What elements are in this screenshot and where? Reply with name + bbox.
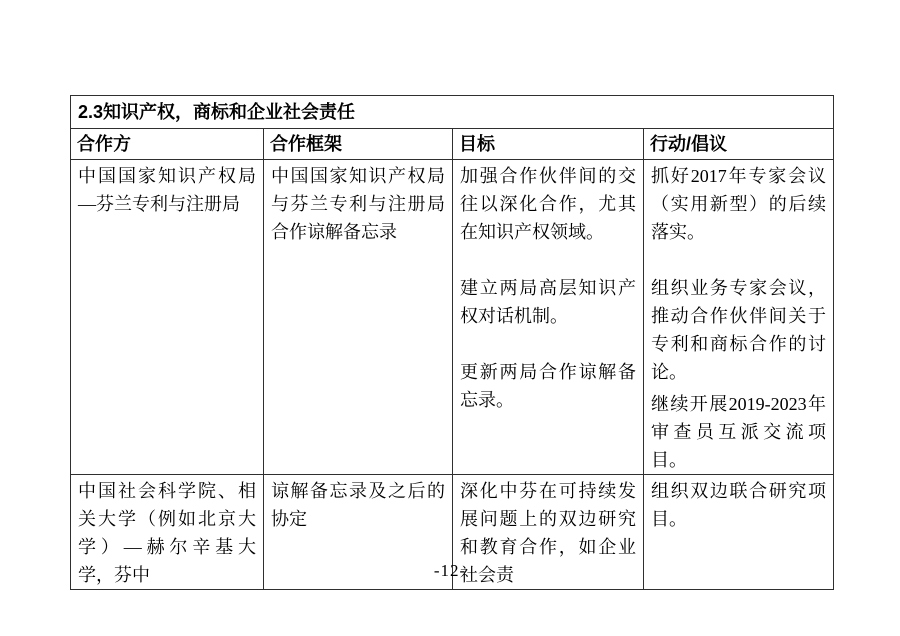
cell-partner	[71, 160, 264, 475]
table-row	[71, 160, 834, 475]
col-header-framework: 合作框架	[264, 129, 453, 160]
col-header-goal: 目标	[453, 129, 644, 160]
action-paragraph: 继续开展2019-2023年审查员互派交流项目。	[651, 394, 827, 470]
goal-paragraph: 加强合作伙伴间的交往以深化合作，尤其在知识产权领域。	[460, 166, 636, 242]
table-title: 2.3知识产权，商标和企业社会责任	[71, 96, 834, 129]
page-number: -12-	[433, 561, 467, 580]
cell-actions	[644, 160, 834, 475]
action-paragraph: 组织双边联合研究项目。	[651, 481, 827, 529]
goal-paragraph: 更新两局合作谅解备忘录。	[460, 362, 636, 410]
cooperation-table	[70, 95, 834, 590]
table-title-row	[71, 96, 834, 129]
cell-goals	[453, 160, 644, 475]
partner-text: 中国社会科学院、相关大学（例如北京大学）—赫尔辛基大学，芬中	[78, 481, 256, 585]
cell-framework	[264, 160, 453, 475]
partner-text: 中国国家知识产权局—芬兰专利与注册局	[78, 166, 256, 214]
action-paragraph: 抓好2017年专家会议（实用新型）的后续落实。	[651, 166, 827, 242]
goal-paragraph: 深化中芬在可持续发展问题上的双边研究和教育合作，如企业社会责	[460, 481, 636, 585]
action-paragraph: 组织业务专家会议，推动合作伙伴间关于专利和商标合作的讨论。	[651, 278, 827, 382]
framework-text: 谅解备忘录及之后的协定	[271, 481, 445, 529]
col-header-action: 行动/倡议	[644, 129, 834, 160]
col-header-partner: 合作方	[71, 129, 264, 160]
framework-text: 中国国家知识产权局与芬兰专利与注册局合作谅解备忘录	[271, 166, 445, 242]
table-header-row	[71, 129, 834, 160]
goal-paragraph: 建立两局高层知识产权对话机制。	[460, 278, 636, 326]
